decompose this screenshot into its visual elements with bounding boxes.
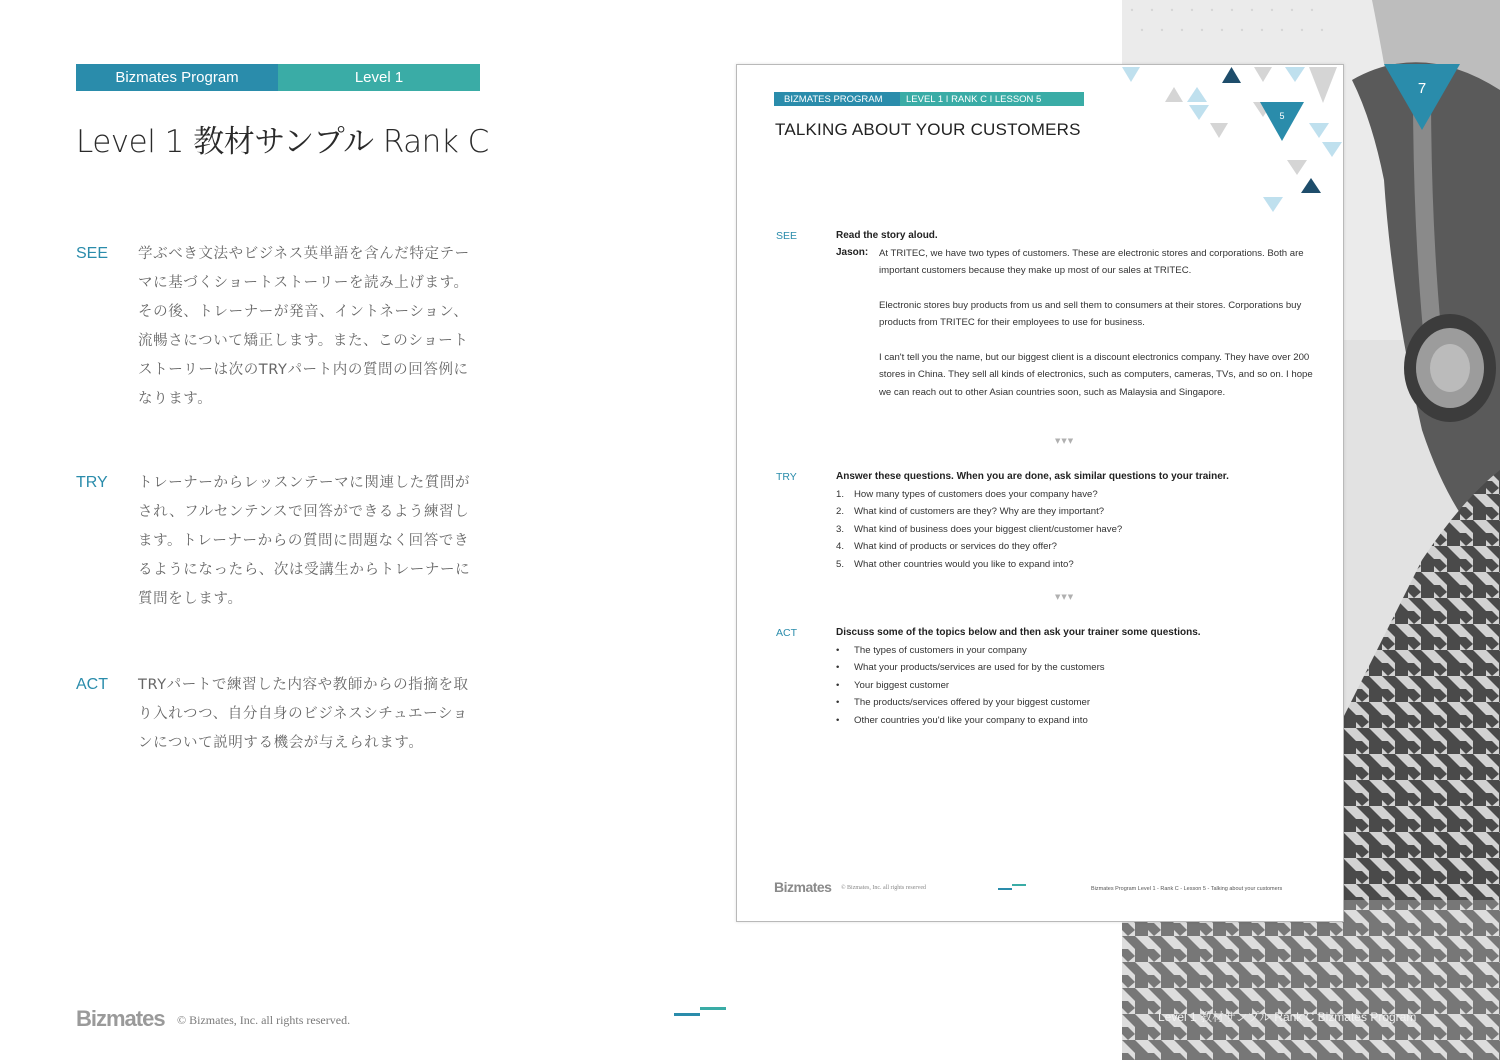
list-item-text: The types of customers in your company [854, 645, 1027, 656]
list-item-text: What your products/services are used for by the customers [854, 662, 1105, 674]
doc-heading-act: Discuss some of the topics below and then ask your trainer some questions. [836, 627, 1201, 638]
program-tag: Bizmates Program [76, 64, 278, 91]
list-marker: • [836, 714, 840, 726]
footer-copyright: © Bizmates, Inc. all rights reserved. [177, 1013, 351, 1027]
header-tag-bar [76, 64, 480, 91]
footer-accent-line [700, 1007, 726, 1010]
doc-separator: ▼▼▼ [1055, 593, 1075, 601]
triangle-decoration [1117, 65, 1344, 215]
doc-paragraph: I can't tell you the name, but our biggest client is a discount electronics company. They have over 200 stores in China. They sell all kinds of electronics, such as computers, cameras, TVs, and so on. I hope we can reach out to other Asian countries soon, such as Malaysia and Singapore. [879, 352, 1313, 398]
doc-separator: ▼▼▼ [1055, 437, 1075, 445]
doc-footer-reference: Bizmates Program Level 1 - Rank C - Lesson 5 - Talking about your customers [1091, 886, 1283, 892]
list-marker: 2. [836, 506, 845, 518]
footer-accent-line [674, 1013, 700, 1016]
list-item [836, 538, 1122, 555]
doc-footer-accent-line [998, 888, 1012, 890]
list-item-text: Other countries you'd like your company to expand into [854, 714, 1088, 726]
doc-heading-try: Answer these questions. When you are done, ask similar questions to your trainer. [836, 471, 1229, 482]
doc-label-see: SEE [776, 230, 798, 242]
doc-tag-bar [774, 92, 1084, 106]
page-title: Level 1 教材サンプル Rank C [76, 124, 489, 160]
section-label-try: TRY [76, 474, 108, 491]
list-item [836, 712, 1105, 729]
list-item [836, 503, 1122, 520]
list-marker: • [836, 679, 840, 691]
list-item-text: What kind of products or services do they offer? [854, 541, 1057, 553]
list-item [836, 659, 1105, 676]
list-marker: 1. [836, 489, 845, 500]
list-marker: • [836, 662, 840, 674]
list-marker: • [836, 697, 840, 709]
level-tag: Level 1 [278, 64, 480, 91]
doc-title: TALKING ABOUT YOUR CUSTOMERS [775, 120, 1081, 139]
list-item [836, 521, 1122, 538]
doc-topic-list [836, 642, 1105, 729]
list-marker: 5. [836, 558, 845, 570]
doc-footer-logo: Bizmates [774, 879, 832, 895]
section-text-act: TRYパートで練習した内容や教師からの指摘を取り入れつつ、自分自身のビジネスシチュエーションについて説明する機会が与えられます。 [138, 677, 469, 751]
doc-question-list [836, 486, 1122, 573]
doc-paragraph: Electronic stores buy products from us and sell them to consumers at their stores. Corporations buy products from TRITEC for their employees to use for business. [879, 300, 1302, 329]
doc-paragraph: At TRITEC, we have two types of customers. These are electronic stores and corporations. Both are important customers because they make up most of our sales at TRITEC. [879, 248, 1304, 277]
list-item-text: What other countries would you like to expand into? [854, 558, 1074, 570]
list-item [836, 677, 1105, 694]
doc-label-try: TRY [776, 471, 797, 483]
footer-logo: Bizmates [76, 1006, 165, 1031]
page-number-badge [1384, 64, 1460, 130]
doc-heading-see: Read the story aloud. [836, 230, 938, 241]
section-label-see: SEE [76, 245, 109, 262]
lesson-number: 5 [1279, 111, 1285, 121]
doc-footer-accent-line [1012, 884, 1026, 886]
list-marker: 4. [836, 541, 845, 553]
section-label-act: ACT [76, 676, 108, 693]
list-item [836, 642, 1105, 659]
doc-lesson-tag: LEVEL 1 I RANK C I LESSON 5 [900, 92, 1084, 106]
doc-footer-copyright: © Bizmates, Inc. all rights reserved [841, 885, 927, 891]
section-text-see: 学ぶべき文法やビジネス英単語を含んだ特定テーマに基づくショートストーリーを読み上げます。その後、トレーナーが発音、イントネーション、流暢さについて矯正します。また、このショートストーリーは次のTRYパート内の質問の回答例になります。 [138, 246, 470, 407]
list-item-text: Your biggest customer [854, 679, 950, 691]
section-text-try: トレーナーからレッスンテーマに関連した質問がされ、フルセンテンスで回答ができるよう練習します。トレーナーからの質問に問題なく回答できるようになったら、次は受講生からトレーナーに質問をします。 [138, 475, 471, 607]
list-item [836, 486, 1122, 503]
list-item-text: The products/services offered by your biggest customer [854, 697, 1091, 709]
doc-speaker: Jason: [836, 247, 869, 258]
list-item [836, 694, 1105, 711]
footer-caption: Level 1 教材サンプル Rank C Bizmates Program [1158, 1010, 1417, 1024]
list-item [836, 556, 1122, 573]
lesson-document [736, 64, 1344, 922]
page-number: 7 [1417, 80, 1427, 97]
doc-program-tag: BIZMATES PROGRAM [774, 92, 900, 106]
list-marker: 3. [836, 523, 845, 535]
list-item-text: How many types of customers does your company have? [854, 489, 1098, 500]
list-item-text: What kind of business does your biggest client/customer have? [854, 523, 1123, 535]
list-item-text: What kind of customers are they? Why are they important? [854, 506, 1105, 518]
list-marker: • [836, 645, 840, 656]
doc-label-act: ACT [776, 627, 797, 639]
